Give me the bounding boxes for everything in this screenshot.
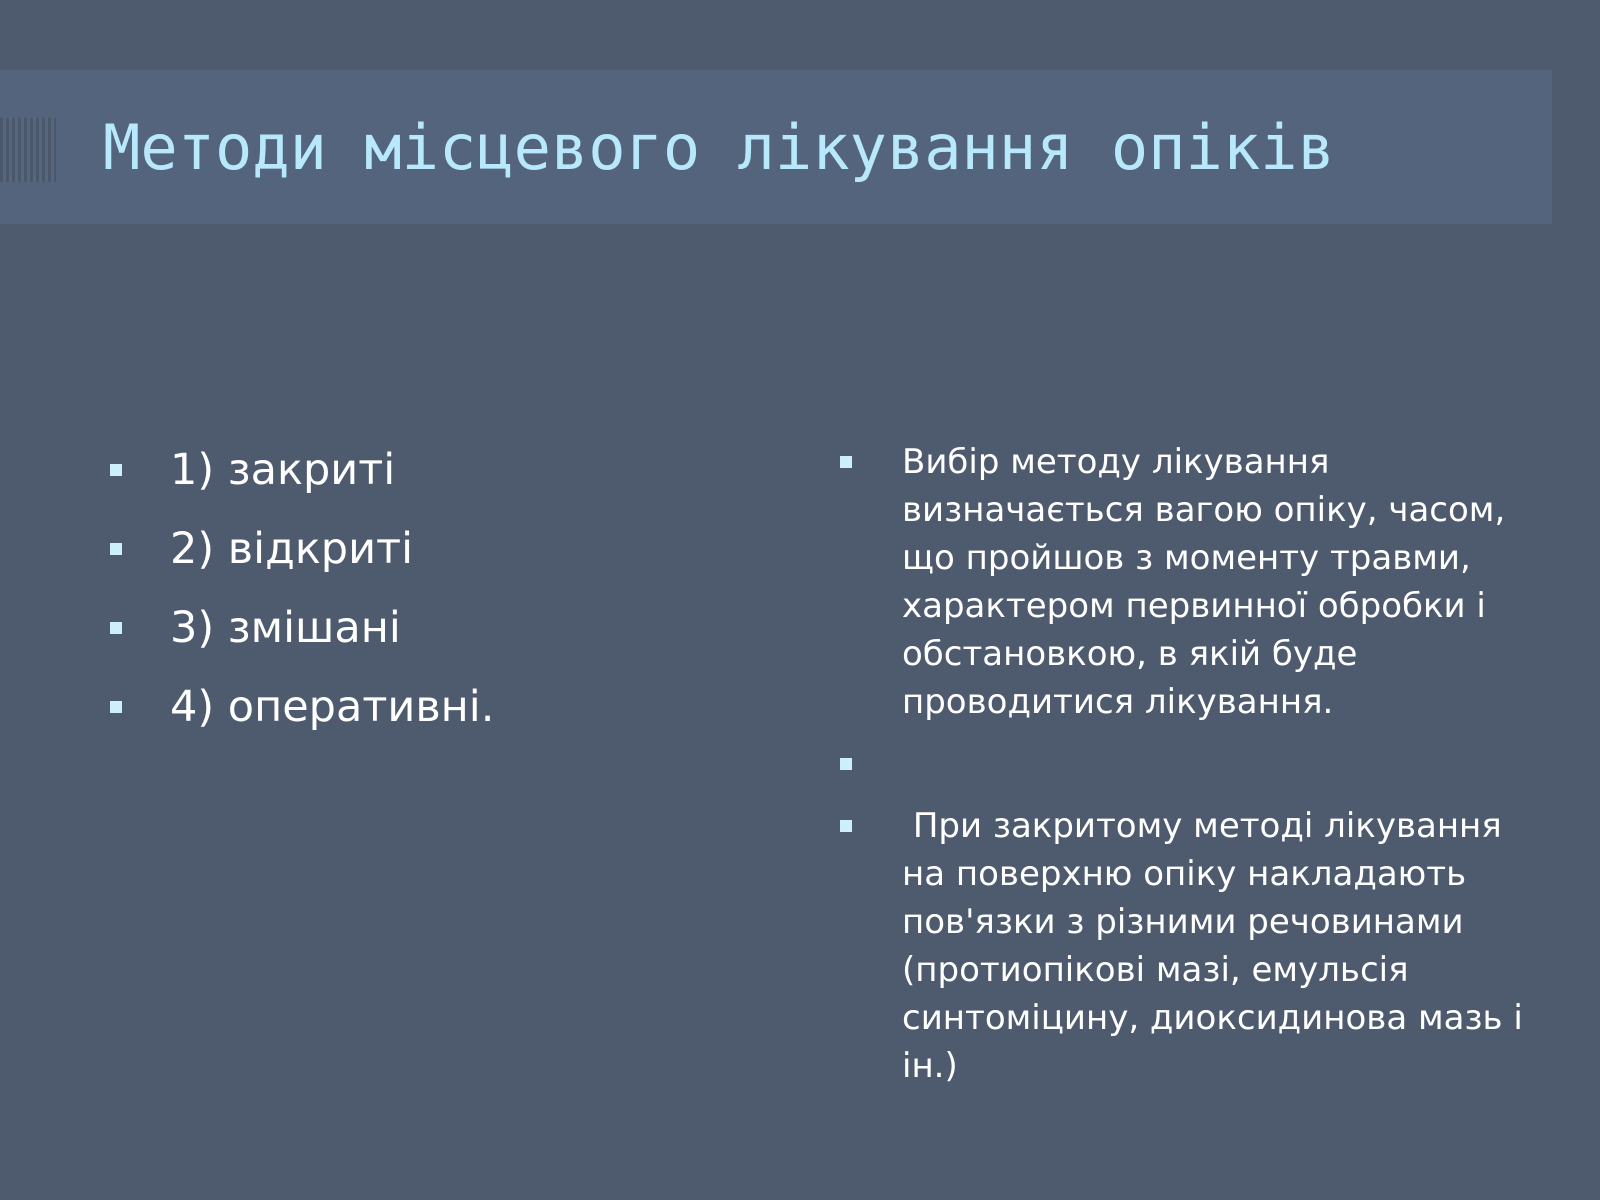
list-item — [110, 440, 750, 500]
square-bullet-icon — [840, 820, 852, 832]
list-item — [110, 677, 750, 737]
square-bullet-icon — [110, 622, 122, 634]
square-bullet-icon — [110, 464, 122, 476]
description-list — [840, 438, 1540, 1090]
title-stripes-decoration — [0, 118, 56, 182]
list-item-text: При закритому методі лікування на поверхню опіку накладають пов'язки з різними речовинами (протиопікові мазі, емульсія синтоміцину, диоксидинова мазь і ін.) — [902, 806, 1534, 1086]
methods-list — [110, 440, 750, 756]
list-item-empty — [840, 740, 1540, 788]
square-bullet-icon — [840, 456, 852, 468]
square-bullet-icon — [110, 701, 122, 713]
list-item-text: 2) відкриті — [170, 524, 414, 574]
list-item — [110, 519, 750, 579]
list-item-text: 1) закриті — [170, 445, 396, 495]
square-bullet-icon — [110, 543, 122, 555]
square-bullet-icon — [840, 758, 852, 770]
list-item — [840, 438, 1540, 726]
list-item-text: Вибір методу лікування визначається вагою опіку, часом, що пройшов з моменту травми, характером первинної обробки і обстановкою, в якій буде проводитися лікування. — [902, 442, 1506, 722]
list-item — [110, 598, 750, 658]
title-band — [0, 70, 1552, 224]
slide-title: Методи місцевого лікування опіків — [103, 111, 1335, 184]
list-item-text: 4) оперативні. — [170, 682, 495, 732]
list-item-text: 3) змішані — [170, 603, 401, 653]
list-item — [840, 802, 1540, 1090]
